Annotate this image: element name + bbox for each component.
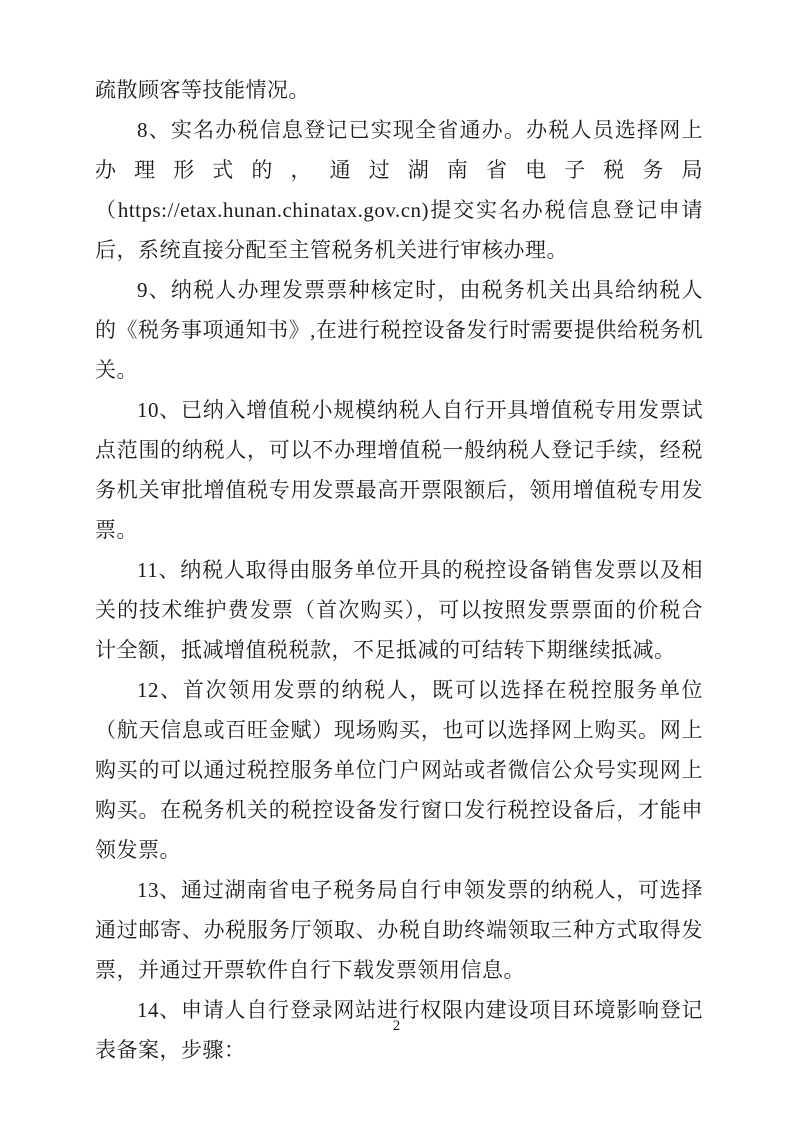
paragraph-continuation: 疏散顾客等技能情况。 (95, 78, 310, 102)
paragraph-item-8: 8、实名办税信息登记已实现全省通办。办税人员选择网上办理形式的，通过湖南省电子税务局（https://etax.hunan.chinatax.gov.cn)提交实名办税信息登记申请后，系统直接分配至主管税务机关进行审核办理。 (95, 118, 703, 262)
paragraph-item-14: 14、申请人自行登录网站进行权限内建设项目环境影响登记表备案，步骤： (95, 998, 703, 1062)
document-body (95, 70, 703, 1070)
paragraph-item-9: 9、纳税人办理发票票种核定时，由税务机关出具给纳税人的《税务事项通知书》,在进行税控设备发行时需要提供给税务机关。 (95, 278, 703, 382)
paragraph-item-13: 13、通过湖南省电子税务局自行申领发票的纳税人，可选择通过邮寄、办税服务厅领取、办税自助终端领取三种方式取得发票，并通过开票软件自行下载发票领用信息。 (95, 878, 703, 982)
paragraph-item-12: 12、首次领用发票的纳税人，既可以选择在税控服务单位（航天信息或百旺金赋）现场购买，也可以选择网上购买。网上购买的可以通过税控服务单位门户网站或者微信公众号实现网上购买。在税务机关的税控设备发行窗口发行税控设备后，才能申领发票。 (95, 678, 703, 862)
page-number: 2 (392, 1018, 401, 1034)
paragraph-item-10: 10、已纳入增值税小规模纳税人自行开具增值税专用发票试点范围的纳税人，可以不办理增值税一般纳税人登记手续，经税务机关审批增值税专用发票最高开票限额后，领用增值税专用发票。 (95, 398, 703, 542)
paragraph-item-11: 11、纳税人取得由服务单位开具的税控设备销售发票以及相关的技术维护费发票（首次购买），可以按照发票票面的价税合计全额，抵减增值税税款，不足抵减的可结转下期继续抵减。 (95, 558, 703, 662)
